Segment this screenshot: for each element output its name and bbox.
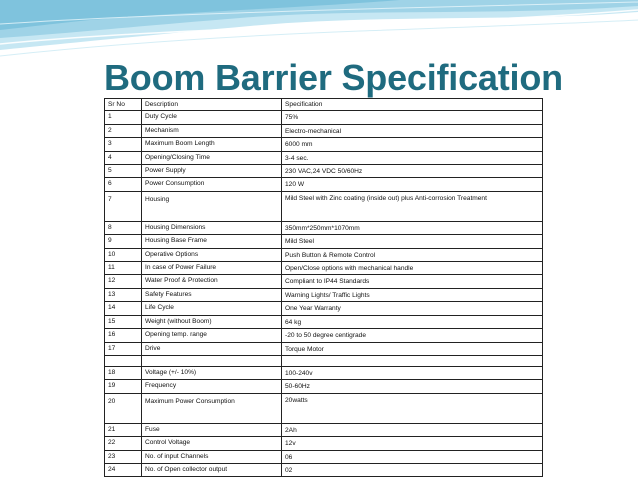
table-row bbox=[105, 450, 543, 463]
specification-table bbox=[104, 98, 543, 477]
sr-no-cell: 6 bbox=[105, 178, 142, 191]
sr-no-cell: 21 bbox=[105, 423, 142, 436]
sr-no-cell: 22 bbox=[105, 437, 142, 450]
sr-no-cell: 12 bbox=[105, 275, 142, 288]
table-row bbox=[105, 124, 543, 137]
specification-cell: 20watts bbox=[282, 393, 543, 423]
sr-no-cell: 20 bbox=[105, 393, 142, 423]
table-row bbox=[105, 437, 543, 450]
description-cell: Life Cycle bbox=[142, 302, 282, 315]
table-row bbox=[105, 151, 543, 164]
sr-no-cell: 16 bbox=[105, 329, 142, 342]
sr-no-cell: 17 bbox=[105, 342, 142, 355]
table-row bbox=[105, 366, 543, 379]
description-cell: Fuse bbox=[142, 423, 282, 436]
specification-cell: 120 W bbox=[282, 178, 543, 191]
sr-no-cell: 4 bbox=[105, 151, 142, 164]
description-cell: Weight (without Boom) bbox=[142, 315, 282, 328]
table-row bbox=[105, 221, 543, 234]
specification-cell: 3-4 sec. bbox=[282, 151, 543, 164]
description-cell: Housing Base Frame bbox=[142, 235, 282, 248]
specification-cell: -20 to 50 degree centigrade bbox=[282, 329, 543, 342]
table-header-row bbox=[105, 99, 543, 111]
description-cell: Housing bbox=[142, 191, 282, 221]
description-cell: Safety Features bbox=[142, 288, 282, 301]
description-cell: In case of Power Failure bbox=[142, 262, 282, 275]
sr-no-cell: 23 bbox=[105, 450, 142, 463]
specification-cell: 2Ah bbox=[282, 423, 543, 436]
table-row bbox=[105, 111, 543, 124]
specification-cell: Open/Close options with mechanical handle bbox=[282, 262, 543, 275]
specification-cell: 02 bbox=[282, 463, 543, 476]
description-cell: Duty Cycle bbox=[142, 111, 282, 124]
description-cell: No. of input Channels bbox=[142, 450, 282, 463]
sr-no-cell: 24 bbox=[105, 463, 142, 476]
empty-cell bbox=[105, 355, 142, 366]
table-row bbox=[105, 275, 543, 288]
table-row bbox=[105, 191, 543, 221]
sr-no-cell: 15 bbox=[105, 315, 142, 328]
specification-cell: Mild Steel bbox=[282, 235, 543, 248]
description-cell: Frequency bbox=[142, 380, 282, 393]
specification-cell: 75% bbox=[282, 111, 543, 124]
description-cell: Power Supply bbox=[142, 165, 282, 178]
sr-no-cell: 10 bbox=[105, 248, 142, 261]
description-cell: Operative Options bbox=[142, 248, 282, 261]
specification-cell: 50-60Hz bbox=[282, 380, 543, 393]
sr-no-cell: 9 bbox=[105, 235, 142, 248]
description-cell: Opening temp. range bbox=[142, 329, 282, 342]
specification-cell: 06 bbox=[282, 450, 543, 463]
table-row bbox=[105, 302, 543, 315]
header-specification: Specification bbox=[282, 99, 543, 111]
sr-no-cell: 7 bbox=[105, 191, 142, 221]
specification-cell: 64 kg bbox=[282, 315, 543, 328]
table-row bbox=[105, 423, 543, 436]
table-row bbox=[105, 380, 543, 393]
sr-no-cell: 1 bbox=[105, 111, 142, 124]
description-cell: Opening/Closing Time bbox=[142, 151, 282, 164]
table-row bbox=[105, 262, 543, 275]
sr-no-cell: 2 bbox=[105, 124, 142, 137]
sr-no-cell: 19 bbox=[105, 380, 142, 393]
table-row bbox=[105, 463, 543, 476]
sr-no-cell: 11 bbox=[105, 262, 142, 275]
sr-no-cell: 14 bbox=[105, 302, 142, 315]
description-cell: Maximum Power Consumption bbox=[142, 393, 282, 423]
table-row bbox=[105, 315, 543, 328]
specification-cell: Mild Steel with Zinc coating (inside out) plus Anti-corrosion Treatment bbox=[282, 191, 543, 221]
description-cell: Maximum Boom Length bbox=[142, 138, 282, 151]
sr-no-cell: 3 bbox=[105, 138, 142, 151]
empty-cell bbox=[142, 355, 282, 366]
description-cell: Drive bbox=[142, 342, 282, 355]
table-row bbox=[105, 342, 543, 355]
description-cell: Voltage (+/- 10%) bbox=[142, 366, 282, 379]
description-cell: Housing Dimensions bbox=[142, 221, 282, 234]
specification-cell: 6000 mm bbox=[282, 138, 543, 151]
specification-cell: Compliant to IP44 Standards bbox=[282, 275, 543, 288]
specification-cell: 230 VAC,24 VDC 50/60Hz bbox=[282, 165, 543, 178]
table-row bbox=[105, 165, 543, 178]
specification-cell: Torque Motor bbox=[282, 342, 543, 355]
description-cell: Control Voltage bbox=[142, 437, 282, 450]
specification-cell: 350mm*250mm*1070mm bbox=[282, 221, 543, 234]
description-cell: Power Consumption bbox=[142, 178, 282, 191]
empty-cell bbox=[282, 355, 543, 366]
sr-no-cell: 5 bbox=[105, 165, 142, 178]
header-sr-no: Sr No bbox=[105, 99, 142, 111]
sr-no-cell: 8 bbox=[105, 221, 142, 234]
specification-cell: 100-240v bbox=[282, 366, 543, 379]
specification-cell: Electro-mechanical bbox=[282, 124, 543, 137]
table-row bbox=[105, 288, 543, 301]
sr-no-cell: 13 bbox=[105, 288, 142, 301]
sr-no-cell: 18 bbox=[105, 366, 142, 379]
table-row bbox=[105, 178, 543, 191]
description-cell: No. of Open collector output bbox=[142, 463, 282, 476]
specification-cell: Push Button & Remote Control bbox=[282, 248, 543, 261]
specification-cell: Warning Lights/ Traffic Lights bbox=[282, 288, 543, 301]
table-row bbox=[105, 138, 543, 151]
description-cell: Water Proof & Protection bbox=[142, 275, 282, 288]
table-row bbox=[105, 329, 543, 342]
header-description: Description bbox=[142, 99, 282, 111]
description-cell: Mechanism bbox=[142, 124, 282, 137]
blank-row bbox=[105, 355, 543, 366]
specification-cell: One Year Warranty bbox=[282, 302, 543, 315]
table-row bbox=[105, 248, 543, 261]
table-row bbox=[105, 235, 543, 248]
specification-cell: 12v bbox=[282, 437, 543, 450]
slide-title: Boom Barrier Specification bbox=[104, 57, 563, 98]
table-row bbox=[105, 393, 543, 423]
